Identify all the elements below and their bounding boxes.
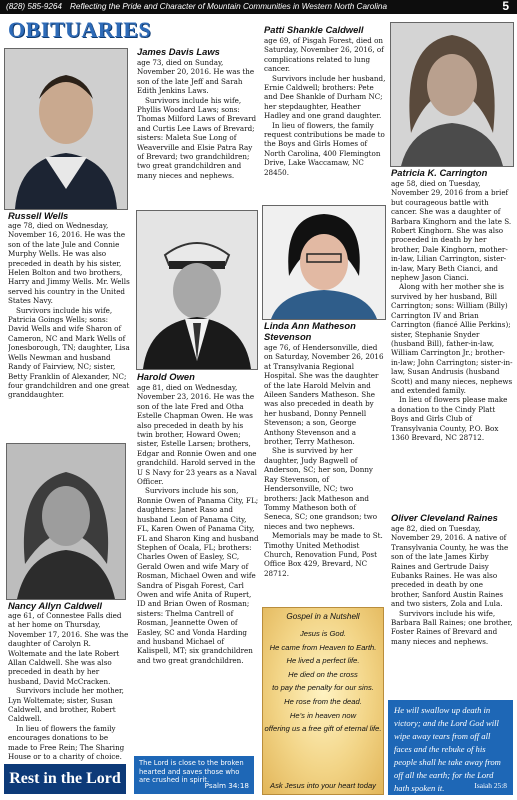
nutshell-line: to pay the penalty for our sins.	[272, 683, 374, 693]
isaiah-verse-box	[388, 700, 513, 795]
obit-paragraph: Along with her mother she is survived by her husband, Bill Carrington; sons: William (Billy) Carrington IV and Brian Carrington (fiancé Allie Perkins); sister, Stephanie Snyder (husband Bill), father-in-law, William Carrington Jr.; brother-in-law; John Carrington; sister-in-law, Susan Andrusis (husband Scott) and many nieces, nephews and extended family.	[391, 282, 513, 395]
psalm-text: The Lord is close to the broken hearted and saves those who are crushed in spirit.	[139, 759, 244, 785]
obit-paragraph: She is survived by her daughter, Judy Bagwell of Anderson, SC; her son, Donny Ray Stevenson, of Hendersonville, NC; two brothers: Jack Matheson and Tommy Matheson both of Seneca, SC; one grandson; two nieces and two nephews.	[264, 446, 378, 531]
page-number: 5	[502, 0, 509, 13]
obit-paragraph: Memorials may be made to St. Timothy United Methodist Church, Renovation Fund, Post Office Box 429, Brevard, NC 28712.	[264, 531, 383, 578]
obit-body-patti	[264, 36, 386, 223]
obit-body-james	[137, 58, 259, 206]
page-header	[0, 0, 517, 14]
patricia-carrington-photo	[390, 22, 514, 167]
nutshell-footer: Ask Jesus into your heart today	[270, 781, 376, 790]
nutshell-line: He came from Heaven to Earth.	[269, 642, 377, 652]
obit-name-harold: Harold Owen	[137, 371, 195, 382]
isaiah-text: He will swallow up death in victory; and the Lord God will wipe away tears from off all faces and the rebuke of his people shall he take away from off all the earth; for the Lord hath spoken it.	[394, 705, 501, 793]
obit-name-patti: Patti Shankle Caldwell	[264, 24, 364, 35]
obit-paragraph: In lieu of flowers, the family request contributions be made to the Boys and Girls Homes of North Carolina, 400 Flemington Drive, Lake Waccamaw, NC 28450.	[264, 120, 385, 177]
obit-body-russell	[8, 221, 130, 439]
obit-name-patricia: Patricia K. Carrington	[391, 167, 488, 178]
nutshell-line: He’s in heaven now	[289, 710, 357, 720]
obit-paragraph: age 61, of Connestee Falls died at her home on Thursday, November 17, 2016. She was the daughter of Carolyn R. Woltemate and the late Robert Allan Caldwell. She was also preceded in death by her husband, David McCracken.	[8, 611, 129, 686]
obit-body-harold	[137, 383, 259, 753]
nutshell-line: He lived a perfect life.	[286, 656, 360, 666]
obit-name-linda: Linda Ann Matheson	[264, 320, 356, 331]
portrait-illustration	[5, 49, 127, 209]
portrait-illustration	[137, 211, 257, 369]
obit-paragraph: age 78, died on Wednesday, November 16, 2016. He was the son of the late Jule and Connie Murphy Wells. He was also preceded in death by his sister, Helen Bolton and two brothers, Harry and Jimmy Wells. Mr. Wells served his country in the United States Navy.	[8, 221, 130, 306]
obit-paragraph: Survivors include her husband, Ernie Caldwell; brothers: Pete and Dee Shankle of Durham NC; her stepdaughter, Heather Hadley and one grand daughter.	[264, 73, 386, 121]
header-phone: (828) 585-9264	[6, 2, 62, 11]
page-title: OBITUARIES	[8, 17, 152, 42]
psalm-reference: Psalm 34:18	[204, 781, 249, 791]
obit-paragraph: In lieu of flowers please make a donation to the Cindy Platt Boys and Girls Club of Transylvania County, P.O. Box 1360 Brevard, NC 28712.	[391, 395, 508, 442]
linda-stevenson-photo	[262, 205, 386, 320]
obit-body-patricia	[391, 179, 513, 509]
obit-body-linda	[264, 343, 386, 605]
portrait-illustration	[7, 444, 125, 599]
nutshell-line: offering us a free gift of eternal life.	[264, 724, 382, 734]
obit-name-linda-line2: Stevenson	[264, 331, 312, 342]
obit-paragraph: age 82, died on Tuesday, November 29, 2016. A native of Transylvania County, he was the son of the late James Kirby Raines and Gertrude Daisy Eubanks Raines. He was also preceded in death by one brother, Sanford Austin Raines and two sisters, Zola and Lula.	[391, 524, 509, 609]
obit-name-nancy: Nancy Allyn Caldwell	[8, 600, 102, 611]
obit-paragraph: Survivors include his wife, Phyllis Woodard Laws; sons: Thomas Milford Laws of Brevard and Curtis Lee Laws of Brevard; sisters: Maleta Sue Long of Weaverville and Elsie Patra Ray of Brevard; two grandchildren; two great grandchildren and many nieces and nephews.	[137, 95, 257, 180]
obit-name-russell: Russell Wells	[8, 210, 69, 221]
obit-paragraph: In lieu of flowers the family encourages donations to be made to Free Rein; The Sharing House or to a charity of choice.	[8, 723, 125, 761]
obit-paragraph: age 76, of Hendersonville, died on Saturday, November 26, 2016 at Transylvania Regional Hospital. She was the daughter of the late Harold Melvin and Aileen Sanders Matheson. She was also preceded in death by her husband, Donny Pennell Stevenson; a son, George Anthony Stevenson and a brother, Terry Matheson.	[264, 343, 384, 447]
nancy-caldwell-photo	[6, 443, 126, 600]
obit-paragraph: age 81, died on Wednesday, November 23, 2016. He was the son of the late Fred and Otha Estelle Chapman Owen. He was also preceded in death by his twin brother, Howard Owen; sister, Estelle Larsen; brothers, Edgar and Ronnie Owen and one grandchild. Harold served in the U S Navy for 23 years as a Naval Officer.	[137, 383, 257, 487]
obit-paragraph: Survivors include his son, Ronnie Owen of Panama City, FL; daughters: Janet Raso and husband Leon of Panama City, FL, Karen Owen of Panama City, FL and Sharon King and husband Stephen of Ocala, FL; brothers: Charles Owen of Easley, SC, Gerald Owen and wife Mary of Rosman, Michael Owen and wife Sandra of Pisgah Forest, Carl Owen and wife Anita of Rupert, ID and Brian Owen of Rosman; sisters: Thelma Cantrell of Rosman, Jeannette Owen of Easley, SC and Vonda Harding and husband Michael of Kalispell, MT; six grandchildren and two great grandchildren.	[137, 486, 259, 665]
obit-name-oliver: Oliver Cleveland Raines	[391, 512, 498, 523]
nutshell-line: He died on the cross	[288, 669, 358, 679]
nutshell-line: Jesus is God.	[299, 629, 346, 638]
obit-name-james: James Davis Laws	[137, 46, 220, 57]
obit-paragraph: Survivors include her mother, Lyn Woltemate; sister, Susan Caldwell, and brother, Robert Caldwell.	[8, 686, 124, 724]
obit-body-oliver	[391, 524, 513, 698]
obit-paragraph: age 58, died on Tuesday, November 29, 2016 from a brief but courageous battle with cancer. She was a daughter of Barbara Kinghorn and the late S. Robert Kinghorn. She was also proceeded in death by her brother, Dale Kinghorn, mother-in-law, Lilian Carrington, sister-in-law, Mary Beth Cianci, and nephew Jason Cianci.	[391, 179, 512, 283]
rest-in-the-lord-banner: Rest in the Lord	[4, 764, 126, 794]
isaiah-reference: Isaiah 25:8	[474, 781, 507, 790]
obit-body-nancy	[8, 611, 130, 761]
header-tagline: Reflecting the Pride and Character of Mountain Communities in Western North Carolina	[70, 2, 388, 11]
obit-paragraph: Survivors include his wife, Patricia Goings Wells; sons: David Wells and wife Sharon of Cameron, NC and Mark Wells of Jonesborough, TN; daughter, Lisa Wells Newman and husband Randy of Fairview, NC; sister, Betty Franklin of Alexander, NC; four grandchildren and one great granddaughter.	[8, 305, 130, 400]
gospel-nutshell-box	[262, 607, 384, 795]
portrait-illustration	[391, 23, 513, 166]
psalm-verse-box	[134, 756, 254, 794]
nutshell-heading: Gospel in a Nutshell	[286, 612, 360, 621]
harold-owen-photo	[136, 210, 258, 370]
nutshell-line: He rose from the dead.	[284, 696, 362, 706]
portrait-illustration	[263, 206, 385, 319]
obit-paragraph: Survivors include his wife, Barbara Ball Raines; one brother, Foster Raines of Brevard and many nieces and nephews.	[391, 608, 513, 646]
obit-paragraph: age 73, died on Sunday, November 20, 2016. He was the son of the late Jeff and Sarah Edith Jenkins Laws.	[137, 58, 255, 96]
russell-wells-photo	[4, 48, 128, 210]
obit-paragraph: age 69, of Pisgah Forest, died on Saturday, November 26, 2016, of complications related to lung cancer.	[264, 36, 384, 74]
